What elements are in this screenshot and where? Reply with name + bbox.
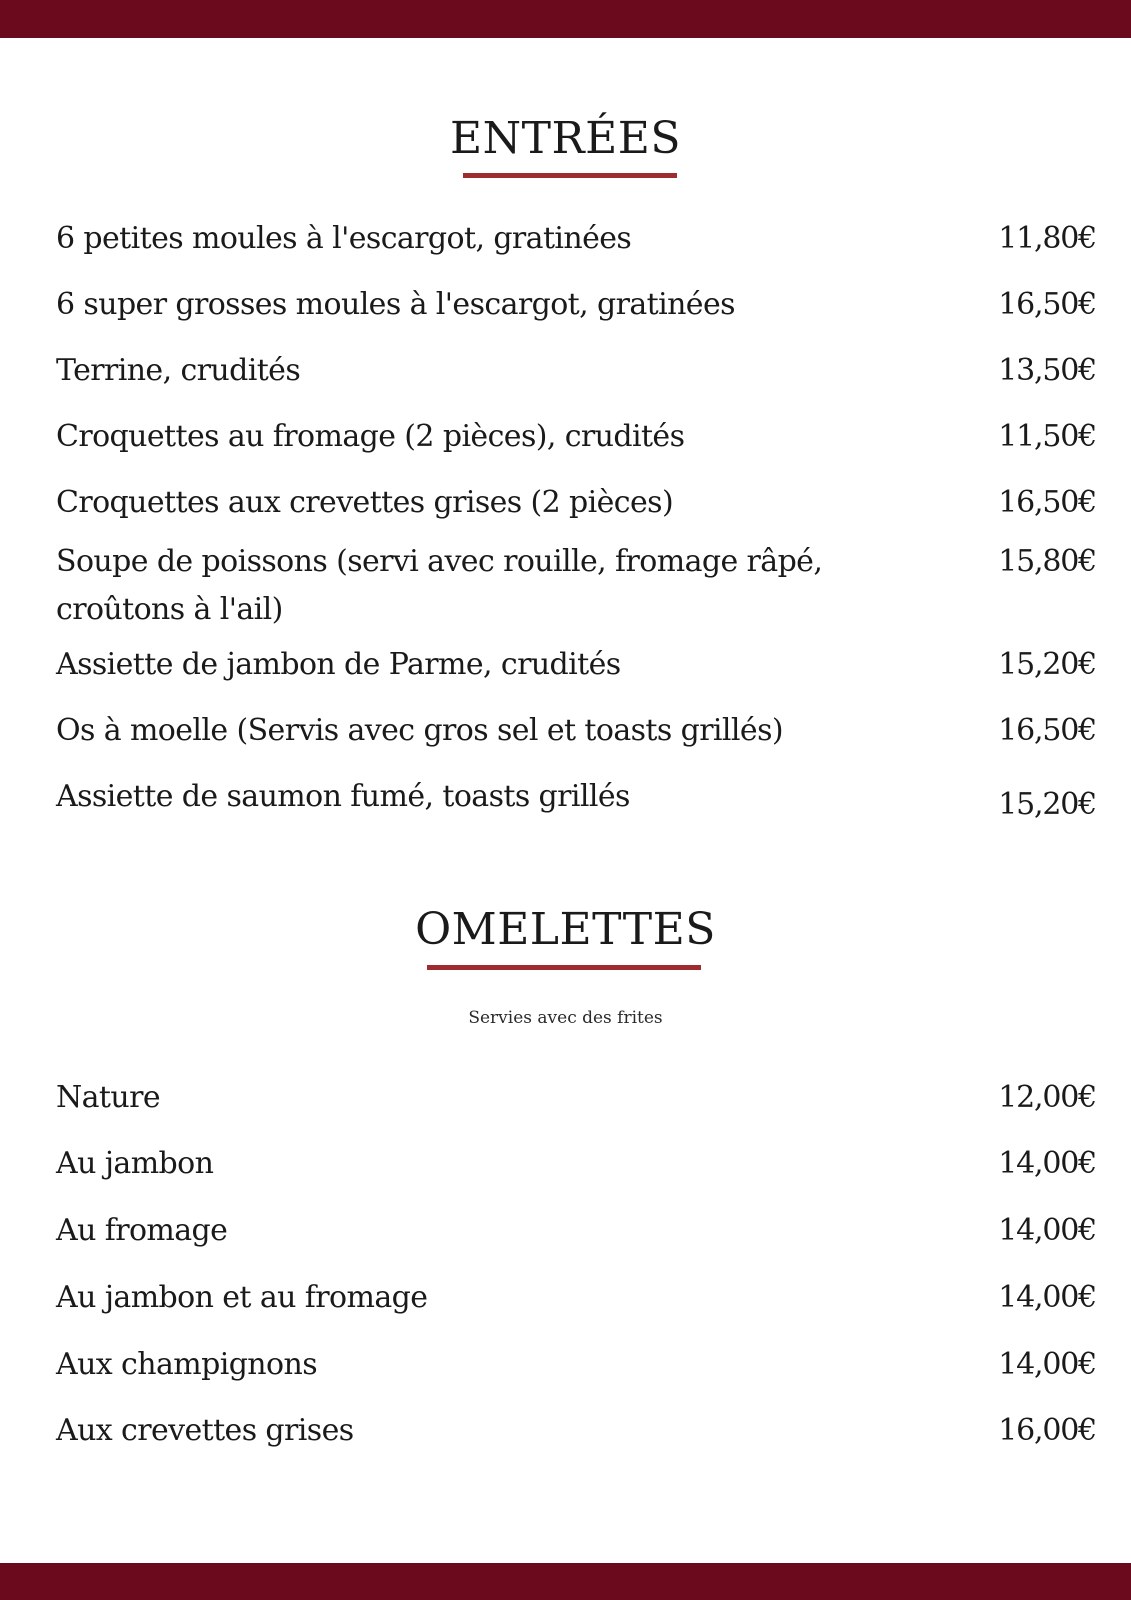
menu-item-price: 12,00€ xyxy=(998,1080,1096,1115)
menu-item-price: 16,00€ xyxy=(998,1413,1096,1448)
menu-item-name: Au jambon xyxy=(56,1146,214,1181)
menu-item-name: Terrine, crudités xyxy=(56,353,301,388)
menu-item-price: 14,00€ xyxy=(998,1213,1096,1248)
section-title-entrees: ENTRÉES xyxy=(450,113,681,164)
section-title-underline xyxy=(463,173,677,178)
menu-item-name: Au fromage xyxy=(56,1213,228,1248)
menu-item-price: 16,50€ xyxy=(998,287,1096,322)
section-title-omelettes: OMELETTES xyxy=(415,904,716,955)
section-subtitle: Servies avec des frites xyxy=(468,1008,663,1028)
menu-item-price: 15,20€ xyxy=(998,647,1096,682)
menu-item-name: Aux crevettes grises xyxy=(56,1413,354,1448)
bottom-color-band xyxy=(0,1563,1131,1600)
section-title-underline xyxy=(427,965,701,970)
menu-item-price: 15,20€ xyxy=(998,787,1096,822)
menu-item-name: Aux champignons xyxy=(56,1347,318,1382)
menu-item-price: 11,50€ xyxy=(998,419,1096,454)
top-color-band xyxy=(0,0,1131,38)
menu-item-price: 16,50€ xyxy=(998,485,1096,520)
menu-item-name: Au jambon et au fromage xyxy=(56,1280,428,1315)
menu-item-price: 14,00€ xyxy=(998,1146,1096,1181)
menu-item-price: 11,80€ xyxy=(998,221,1096,256)
menu-item-price: 16,50€ xyxy=(998,713,1096,748)
menu-item-price: 13,50€ xyxy=(998,353,1096,388)
menu-item-name: 6 petites moules à l'escargot, gratinées xyxy=(56,221,632,256)
menu-item-name: Croquettes au fromage (2 pièces), crudités xyxy=(56,419,685,454)
menu-item-name: Os à moelle (Servis avec gros sel et toasts grillés) xyxy=(56,713,783,748)
menu-item-name: Assiette de jambon de Parme, crudités xyxy=(56,647,621,682)
menu-item-name: Nature xyxy=(56,1080,161,1115)
menu-item-name: Croquettes aux crevettes grises (2 pièces) xyxy=(56,485,674,520)
menu-item-price: 14,00€ xyxy=(998,1280,1096,1315)
menu-item-price: 15,80€ xyxy=(998,544,1096,579)
menu-item-price: 14,00€ xyxy=(998,1347,1096,1382)
menu-item-name: Soupe de poissons (servi avec rouille, fromage râpé, croûtons à l'ail) xyxy=(56,544,823,627)
menu-item-name: Assiette de saumon fumé, toasts grillés xyxy=(56,779,630,814)
menu-item-name: 6 super grosses moules à l'escargot, gratinées xyxy=(56,287,735,322)
